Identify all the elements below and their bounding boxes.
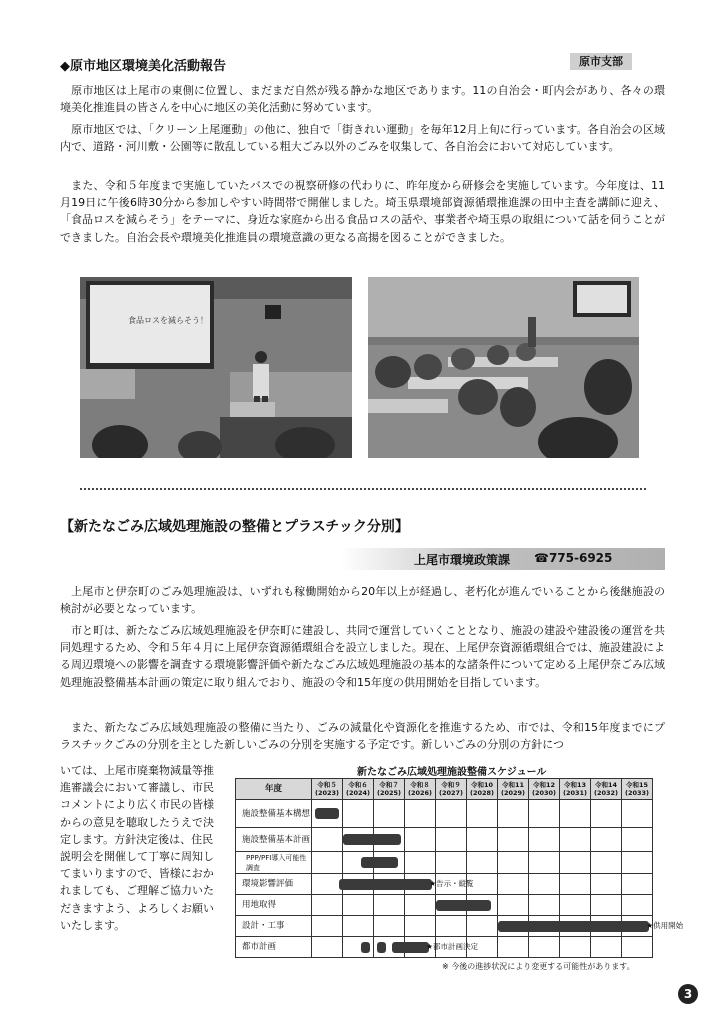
schedule-cell bbox=[529, 800, 560, 828]
schedule-year bbox=[343, 779, 374, 800]
section2-paragraph-1: 上尾市と伊奈町のごみ処理施設は、いずれも稼働開始から20年以上が経過し、老朽化が進んでいることから後継施設の検討が必要となっています。 bbox=[60, 585, 665, 616]
photo-audience-image bbox=[368, 277, 639, 458]
schedule-year-era: 令和15 bbox=[625, 781, 649, 789]
schedule-cell bbox=[498, 828, 529, 852]
schedule-year bbox=[405, 779, 436, 800]
schedule-cell bbox=[405, 828, 436, 852]
schedule-row bbox=[236, 852, 653, 874]
schedule-year-ad: (2032) bbox=[593, 789, 619, 797]
schedule-cell bbox=[591, 895, 622, 916]
schedule-cell bbox=[405, 852, 436, 874]
schedule-year-era: 令和12 bbox=[532, 781, 556, 789]
schedule-year bbox=[374, 779, 405, 800]
schedule-year-ad: (2031) bbox=[562, 789, 588, 797]
schedule-cell bbox=[560, 800, 591, 828]
schedule-cell bbox=[467, 852, 498, 874]
schedule-cell bbox=[498, 895, 529, 916]
schedule-cell bbox=[591, 874, 622, 895]
schedule-cell bbox=[560, 852, 591, 874]
schedule-year-ad: (2028) bbox=[469, 789, 495, 797]
schedule-year-era: 令和７ bbox=[379, 781, 399, 789]
schedule-cell bbox=[560, 937, 591, 958]
schedule-bar bbox=[315, 808, 340, 819]
schedule-task: 環境影響評価 bbox=[236, 874, 312, 895]
schedule-cell bbox=[343, 916, 374, 937]
schedule-cell bbox=[467, 828, 498, 852]
schedule-year-ad: (2024) bbox=[345, 789, 371, 797]
dept-name: 上尾市環境政策課 bbox=[414, 553, 511, 567]
schedule-cell bbox=[374, 916, 405, 937]
photo-audience bbox=[368, 277, 639, 458]
schedule-task: 都市計画 bbox=[236, 937, 312, 958]
schedule-cell bbox=[467, 800, 498, 828]
schedule-year-ad: (2025) bbox=[376, 789, 402, 797]
schedule-cell bbox=[405, 895, 436, 916]
schedule-task: PPP/PFI導入可能性調査 bbox=[236, 852, 312, 874]
schedule-task: 用地取得 bbox=[236, 895, 312, 916]
schedule-year-era: 令和13 bbox=[563, 781, 587, 789]
schedule-task: 設計・工事 bbox=[236, 916, 312, 937]
schedule-task: 施設整備基本計画 bbox=[236, 828, 312, 852]
schedule-year-era: 令和５ bbox=[317, 781, 337, 789]
schedule-cell bbox=[529, 937, 560, 958]
schedule-cell bbox=[374, 895, 405, 916]
page-number: 3 bbox=[678, 984, 698, 1004]
schedule-cell bbox=[467, 916, 498, 937]
schedule-year-ad: (2027) bbox=[438, 789, 464, 797]
schedule-cell bbox=[498, 874, 529, 895]
schedule-bar bbox=[361, 857, 398, 868]
dept-phone: ☎775-6925 bbox=[534, 551, 613, 565]
schedule-cell bbox=[591, 828, 622, 852]
schedule-cell bbox=[591, 937, 622, 958]
schedule-cell bbox=[529, 874, 560, 895]
schedule-cell bbox=[591, 852, 622, 874]
schedule-year-era: 令和10 bbox=[470, 781, 494, 789]
section1-paragraph-3: また、令和５年度まで実施していたバスでの視察研修の代わりに、昨年度から研修会を実施しています。今年度は、11月19日に午後6時30分から参加しやすい時間帯で開催しました。埼玉県環境部資源循環推進課の田中主査を講師に迎え、「食品ロスを減らそう」をテーマに、身近な家庭から出る食品ロスの話や、事業者や埼玉県の取組について話を伺うことができました。自治会長や環境美化推進員の環境意識の更なる高揚を図ることができました。 bbox=[60, 179, 665, 244]
schedule-cell bbox=[622, 828, 653, 852]
schedule-year-ad: (2023) bbox=[314, 789, 340, 797]
schedule-cell bbox=[312, 874, 343, 895]
schedule-cell bbox=[498, 800, 529, 828]
schedule-milestone: ★告示・縦覧 bbox=[429, 879, 474, 888]
schedule-bar bbox=[361, 942, 370, 953]
schedule-cell bbox=[312, 916, 343, 937]
photo-lecture-image bbox=[80, 277, 352, 458]
schedule-year bbox=[312, 779, 343, 800]
schedule-cell bbox=[591, 800, 622, 828]
schedule-cell bbox=[436, 800, 467, 828]
schedule-year-ad: (2030) bbox=[531, 789, 557, 797]
schedule-cell bbox=[529, 895, 560, 916]
schedule-bar bbox=[377, 942, 386, 953]
schedule-year-era: 令和９ bbox=[441, 781, 461, 789]
schedule-note: ※ 今後の進捗状況により変更する可能性があります。 bbox=[442, 962, 635, 971]
schedule-title: 新たなごみ広域処理施設整備スケジュール bbox=[357, 767, 547, 778]
schedule-cell bbox=[622, 937, 653, 958]
section1-paragraph-2: 原市地区では、「クリーン上尾運動」の他に、独自で「街きれい運動」を毎年12月上旬に行っています。各自治会の区域内で、道路・河川敷・公園等に散乱している粗大ごみ以外のごみを収集して、各自治会において対応しています。 bbox=[60, 123, 665, 154]
schedule-row bbox=[236, 800, 653, 828]
schedule-cell bbox=[529, 828, 560, 852]
schedule-cell bbox=[498, 937, 529, 958]
schedule-year-era: 令和８ bbox=[410, 781, 430, 789]
schedule-cell bbox=[529, 852, 560, 874]
schedule-cell bbox=[622, 874, 653, 895]
schedule-task: 施設整備基本構想 bbox=[236, 800, 312, 828]
slide-text: 食品ロスを減らそう！ bbox=[128, 316, 208, 325]
schedule-year bbox=[622, 779, 653, 800]
section-divider bbox=[80, 488, 646, 490]
schedule-row bbox=[236, 828, 653, 852]
schedule-year bbox=[436, 779, 467, 800]
schedule-bar bbox=[498, 921, 650, 932]
section2-paragraph-2: 市と町は、新たなごみ広域処理施設を伊奈町に建設し、共同で運営していくこととなり、施設の建設や建設後の運営を共同処理するため、令和５年４月に上尾伊奈資源循環組合を設立しました。現在、上尾伊奈資源循環組合では、施設建設による周辺環境への影響を調査する環境影響評価や新たなごみ広域処理施設の基本的な諸条件について定める上尾伊奈ごみ広域処理施設整備基本計画の策定に取り組んでおり、施設の令和15年度の供用開始を目指しています。 bbox=[60, 624, 665, 689]
schedule-year-ad: (2029) bbox=[500, 789, 526, 797]
section2-title: 【新たなごみ広域処理施設の整備とプラスチック分別】 bbox=[60, 519, 409, 535]
schedule-bar bbox=[339, 879, 432, 890]
schedule-cell bbox=[343, 895, 374, 916]
schedule-cell bbox=[560, 895, 591, 916]
schedule-cell bbox=[312, 852, 343, 874]
schedule-year-era: 令和６ bbox=[348, 781, 368, 789]
schedule-cell bbox=[405, 916, 436, 937]
schedule-year-ad: (2033) bbox=[624, 789, 650, 797]
schedule-bar bbox=[343, 834, 402, 845]
schedule-cell bbox=[312, 828, 343, 852]
schedule-year bbox=[498, 779, 529, 800]
schedule-cell bbox=[622, 895, 653, 916]
branch-tag: 原市支部 bbox=[570, 53, 632, 70]
schedule-milestone: ★供用開始 bbox=[646, 921, 684, 930]
schedule-year bbox=[560, 779, 591, 800]
schedule-cell bbox=[498, 852, 529, 874]
schedule-cell bbox=[560, 874, 591, 895]
section2-paragraph-3: また、新たなごみ広域処理施設の整備に当たり、ごみの減量化や資源化を推進するため、市では、令和15年度までにプラスチックごみの分別を主とした新しいごみの分別を実施する予定です。新しいごみの分別の方針につ bbox=[60, 721, 665, 752]
schedule-year bbox=[467, 779, 498, 800]
schedule-bar bbox=[392, 942, 429, 953]
schedule-year-era: 令和11 bbox=[501, 781, 525, 789]
schedule-cell bbox=[405, 800, 436, 828]
schedule-cell bbox=[312, 937, 343, 958]
photo-lecture bbox=[80, 277, 352, 458]
schedule-cell bbox=[343, 800, 374, 828]
schedule-cell bbox=[374, 800, 405, 828]
schedule-cell bbox=[560, 828, 591, 852]
schedule-cell bbox=[436, 828, 467, 852]
schedule-cell bbox=[312, 895, 343, 916]
schedule-bar bbox=[436, 900, 492, 911]
section1-title: ◆原市地区環境美化活動報告 bbox=[60, 59, 226, 74]
schedule-milestone: ★都市計画決定 bbox=[426, 942, 479, 951]
schedule-year bbox=[591, 779, 622, 800]
schedule-cell bbox=[436, 916, 467, 937]
section1-paragraph-1: 原市地区は上尾市の東側に位置し、まだまだ自然が残る静かな地区であります。11の自治会・町内会があり、各々の環境美化推進員の皆さんを中心に地区の美化活動に努めています。 bbox=[60, 84, 665, 115]
schedule-cell bbox=[622, 852, 653, 874]
schedule-cell bbox=[622, 800, 653, 828]
section2-side-text: いては、上尾市廃棄物減量等推進審議会において審議し、市民コメントにより広く市民の皆様からの意見を聴取したうえで決定します。方針決定後は、住民説明会を開催して丁寧に周知してまいりますので、皆様におかれましても、ご理解ご協力いただきますよう、よろしくお願いいたします。 bbox=[60, 764, 214, 932]
schedule-cell bbox=[436, 852, 467, 874]
schedule-year-ad: (2026) bbox=[407, 789, 433, 797]
schedule-year-header: 年度 bbox=[236, 779, 312, 800]
schedule-year-era: 令和14 bbox=[594, 781, 618, 789]
schedule-year bbox=[529, 779, 560, 800]
